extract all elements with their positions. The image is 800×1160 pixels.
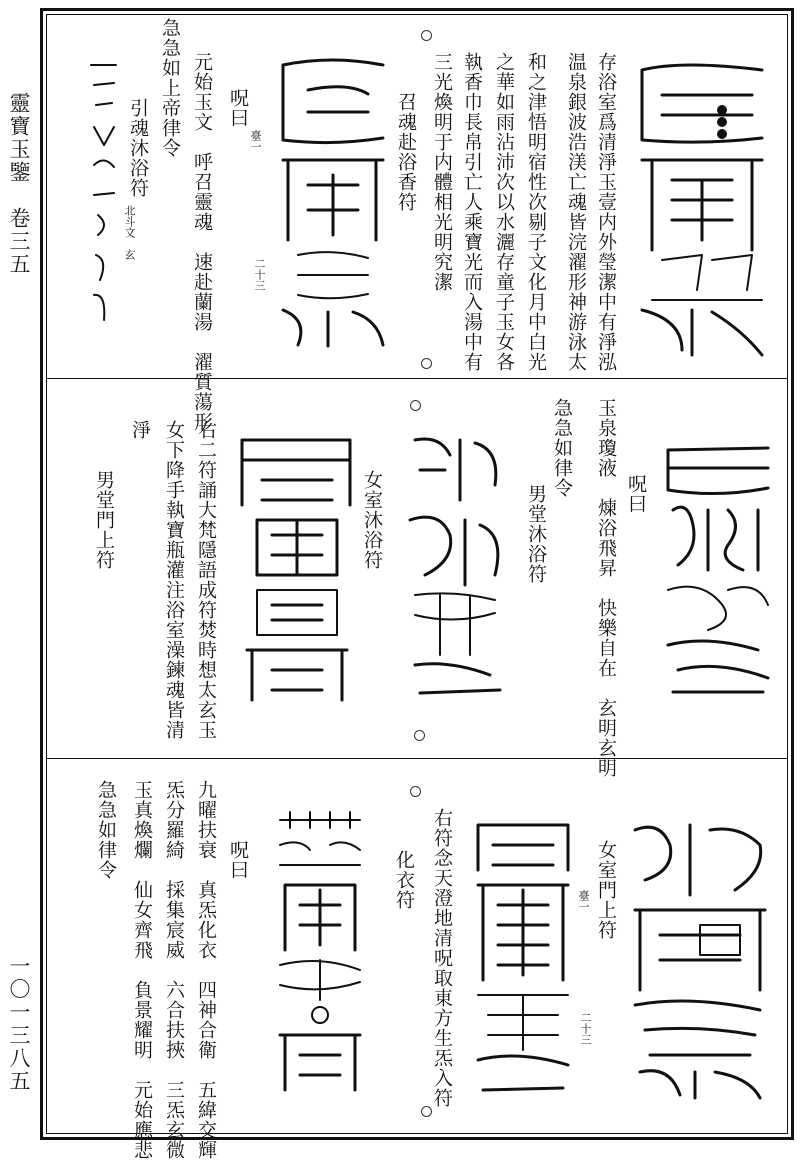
middle-main-text-col-3: 淨 [129,420,151,440]
bottom-seal-note-1: 臺一 [577,890,590,912]
talisman-seal-zhao-hun-small [268,50,396,350]
talisman-seal-male-bath-2 [400,425,510,705]
top-main-text-col-5: 執香巾長帛引亡人乘寶光而入湯中有 [461,52,483,372]
middle-talisman-left-title: 女室沐浴符 [361,470,383,570]
bottom-incantation-line-3: 玉真煥爛 仙女齊飛 負景耀明 元始應悲 [131,780,153,1160]
bottom-talisman-left-title: 化衣符 [393,850,415,910]
middle-main-text-col-2: 女下降手執寶瓶灌注浴室澡鍊魂皆清 [163,420,185,740]
section-divider-bottom [46,758,788,759]
bottom-seal-note-2: 二十三 [579,1012,592,1045]
bottom-talisman-right-title: 女室門上符 [595,840,617,940]
middle-right-incantation-line-1: 玉泉瓊液 煉浴飛昇 快樂自在 玄明玄明 [595,398,617,778]
binding-hole [421,30,432,41]
talisman-seal-clothing [468,810,578,1100]
top-incantation-line-2: 急急如上帝律令 [159,18,181,158]
talisman-seal-female-door [620,810,780,1100]
bottom-incantation-line-4: 急急如律令 [95,780,117,880]
talisman-seal-female-bath [232,425,360,705]
book-title: 靈寶玉鑒 卷三五 [7,92,31,276]
talisman-seal-male-bath [648,430,782,700]
top-main-text-col-1: 存浴室爲清淨玉壹内外瑩潔中有淨泓 [595,52,617,372]
top-talisman2-note: 北斗文 玄 [123,205,136,260]
section-divider-top [46,378,788,379]
middle-door-talisman-title: 男堂門上符 [93,470,115,570]
seal-note-2: 二十三 [253,258,266,291]
seal-note-1: 臺一 [249,130,262,152]
top-main-text-col-3: 和之津悟明宿性次剔子文化月中白光 [525,52,547,372]
talisman-seal-zhao-hun-large [622,50,782,360]
middle-talisman-right-title: 男堂沐浴符 [525,484,547,584]
bottom-main-text-col-1: 右符念天澄地清呪取東方生炁入符 [431,808,453,1108]
top-main-text-col-4: 之華如雨沾沛次以水灑存童子玉女各 [493,52,515,372]
middle-incantation-label: 呪曰 [625,474,647,514]
top-incantation-label: 呪曰 [227,88,249,128]
page-number: 一〇一三八五 [7,955,31,1093]
binding-hole [414,730,425,741]
bottom-incantation-label: 呪曰 [227,840,249,880]
binding-hole [410,786,421,797]
binding-hole [410,400,421,411]
talisman-seal-clothing-ornate [270,800,370,1100]
top-talisman2-title: 引魂沐浴符 [127,98,149,198]
top-main-text-col-2: 温泉銀波浩渼亡魂皆浣濯形神游泳太 [565,52,587,372]
bottom-incantation-line-1: 九曜扶衰 真炁化衣 四神合衛 五緯交輝 [195,780,217,1160]
top-incantation-line-1: 元始玉文 呼召靈魂 速赴蘭湯 濯質蕩形 [191,52,213,432]
top-main-text-col-6: 三光煥明于内體相光明究潔 [431,52,453,292]
middle-main-text-col-1: 右二符誦大梵隱語成符焚時想太玄玉 [195,420,217,740]
middle-right-incantation-line-2: 急急如律令 [551,398,573,498]
bottom-incantation-line-2: 炁分羅綺 採集宸威 六合扶挾 三炁玄微 [163,780,185,1160]
top-talisman-title: 召魂赴浴香符 [395,92,417,212]
binding-hole [421,358,432,369]
cursive-scroll-talisman [86,55,122,325]
